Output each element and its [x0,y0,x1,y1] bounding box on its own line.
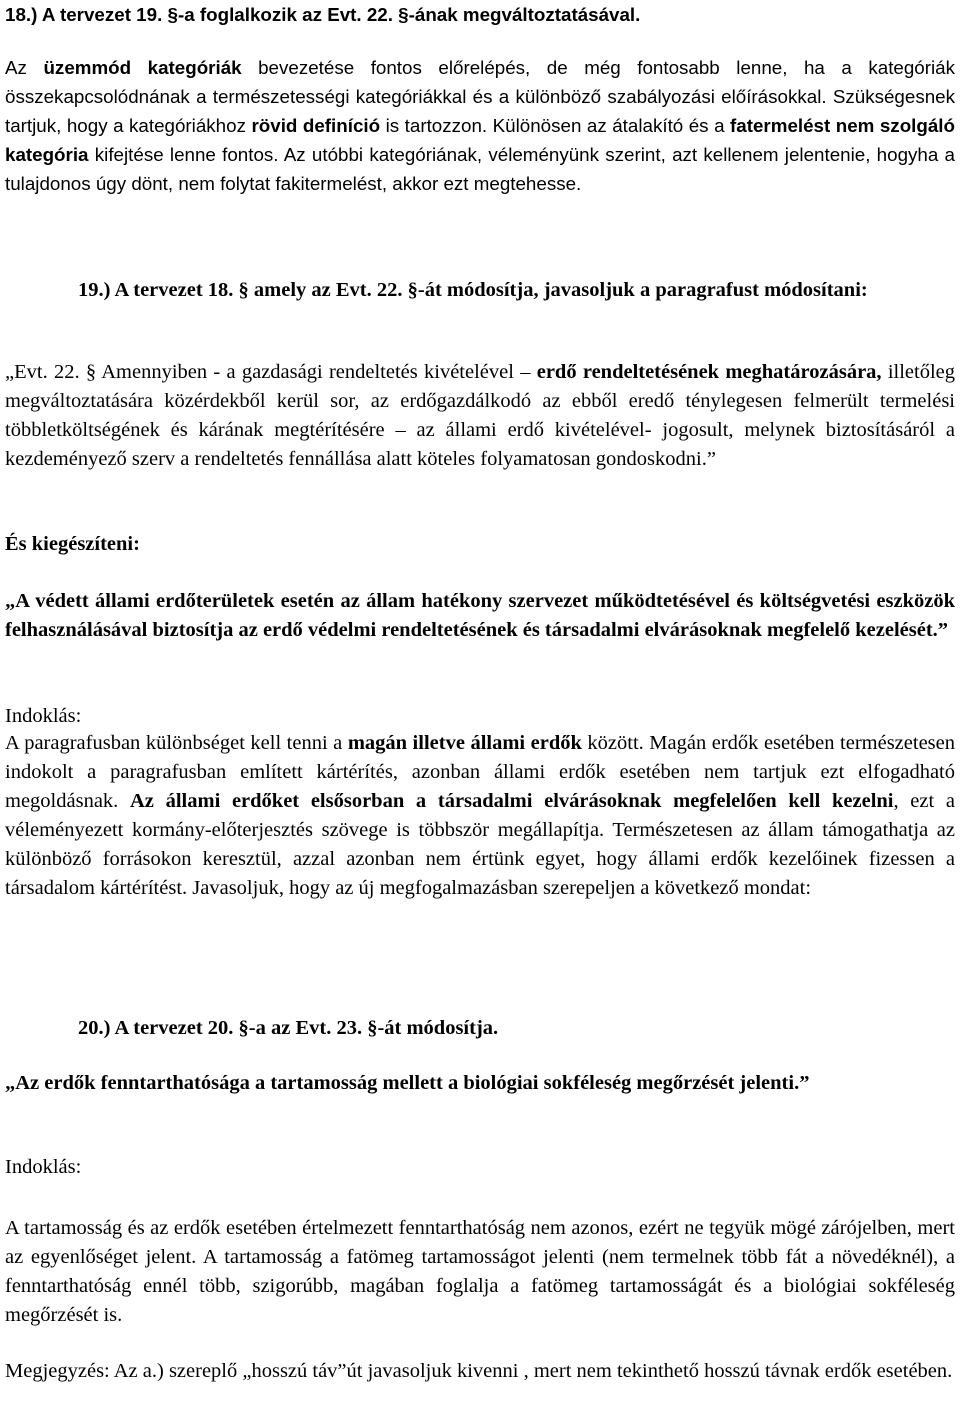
note-paragraph: Megjegyzés: Az a.) szereplő „hosszú táv”út javasoljuk kivenni , mert nem tekinthető hosszú távnak erdők esetében. [5,1360,953,1382]
section-19-heading: 19.) A tervezet 18. § amely az Evt. 22. §-át módosítja, javasoljuk a paragrafust módosítani: [78,279,868,301]
section-19-quote: „Evt. 22. § Amennyiben - a gazdasági rendeltetés kivételével – erdő rendeltetésének meghatározására, illetőleg megváltoztatására közérdekből kerül sor, az erdőgazdálkodó az ebből eredő ténylegesen felmerült termelési többletköltségének és kárának megtérítésére – az állami erdő kivételével- jogosult, melynek biztosításáról a kezdeményező szerv a rendeltetés fennállása alatt köteles folyamatosan gondoskodni.” [5,361,955,470]
section-20-justification: A tartamosság és az erdők esetében értelmezett fenntarthatóság nem azonos, ezért ne tegyük mögé zárójelben, mert az egyenlőséget jelent. A tartamosság a fatömeg tartamosságot jelenti (nem termelnek több fát a növedéknél), a fenntarthatóság ennél több, szigorúbb, magában foglalja a fatömeg tartamosságát és a biológiai sokféleség megőrzését is. [5,1217,955,1326]
section-20-heading: 20.) A tervezet 20. §-a az Evt. 23. §-át módosítja. [78,1017,499,1039]
section-19-justification-label: Indoklás: [5,705,82,727]
section-18-heading: 18.) A tervezet 19. §-a foglalkozik az Evt. 22. §-ának megváltoztatásával. [5,4,641,25]
addition-text: „A védett állami erdőterületek esetén az állam hatékony szervezet működtetésével és költségvetési eszközök felhasználásával biztosítja az erdő védelmi rendeltetésének és társadalmi elvárásoknak megfelelő kezelését.” [5,590,955,641]
addition-label: És kiegészíteni: [5,533,140,555]
section-18-paragraph: Az üzemmód kategóriák bevezetése fontos előrelépés, de még fontosabb lenne, ha a kategóriák összekapcsolódnának a természetességi kategóriákkal és a különböző szabályozási előírásokkal. Szükségesnek tartjuk, hogy a kategóriákhoz rövid definíció is tartozzon. Különösen az átalakító és a fatermelést nem szolgáló kategória kifejtése lenne fontos. Az utóbbi kategóriának, véleményünk szerint, azt kellenem jelentenie, hogyha a tulajdonos úgy dönt, nem folytat fakitermelést, akkor ezt megtehesse. [5,57,956,194]
section-20-quote: „Az erdők fenntarthatósága a tartamosság mellett a biológiai sokféleség megőrzését jelenti.” [5,1072,810,1094]
section-20-justification-label: Indoklás: [5,1156,82,1178]
section-19-justification: A paragrafusban különbséget kell tenni a magán illetve állami erdők között. Magán erdők esetében természetesen indokolt a paragrafusban említett kártérítés, azonban állami erdők esetében nem tartjuk ezt elfogadható megoldásnak. Az állami erdőket elsősorban a társadalmi elvárásoknak megfelelően kell kezelni, ezt a véleményezett kormány-előterjesztés szövege is többször megállapítja. Természetesen az állam támogathatja az különböző forrásokon keresztül, azzal azonban nem értünk egyet, hogy állami erdők kezelőinek fizessen a társadalom kártérítést. Javasoljuk, hogy az új megfogalmazásban szerepeljen a következő mondat: [5,732,955,899]
